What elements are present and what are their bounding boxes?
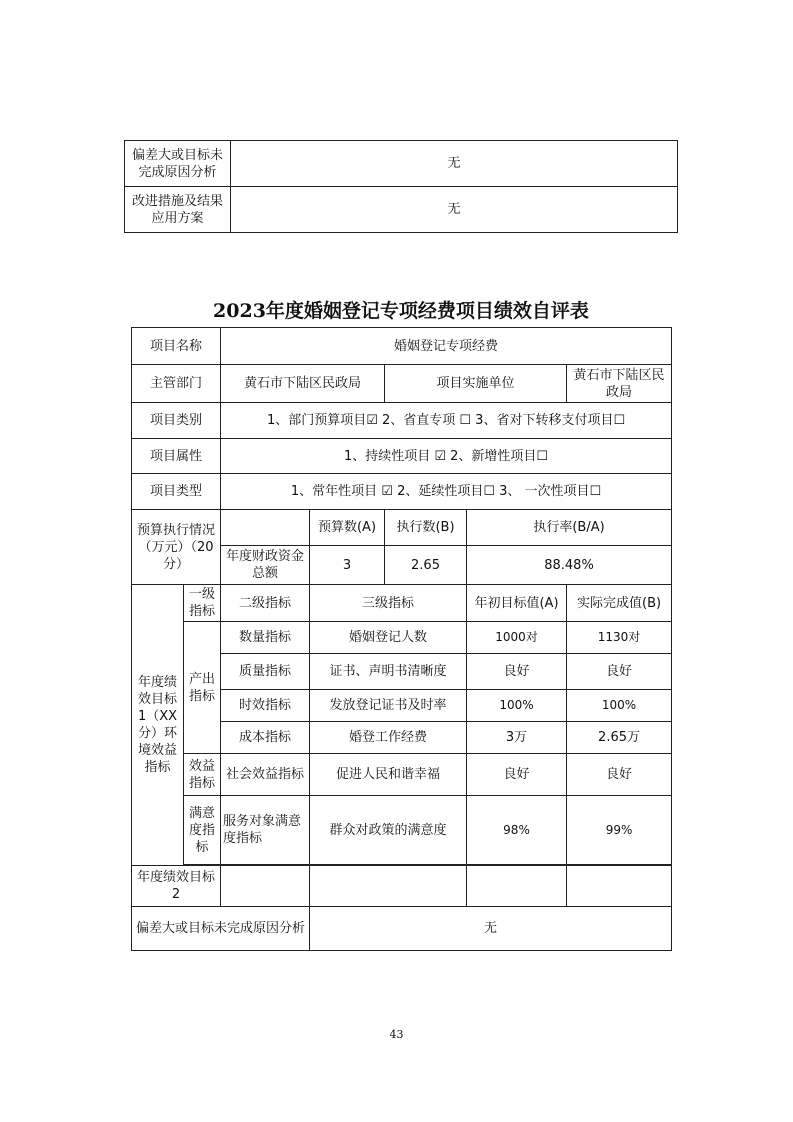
deviation-label: 偏差大或目标未完成原因分析: [125, 141, 231, 187]
exec-col-header: 执行数(B): [385, 510, 467, 546]
budget-value: 3: [310, 546, 385, 585]
budget-empty-cell: [221, 510, 310, 546]
table-row-level3: 婚登工作经费: [310, 722, 467, 754]
goal2-empty-cell: [467, 866, 567, 907]
table-row-level2: 数量指标: [221, 622, 310, 654]
bottom-deviation-label: 偏差大或目标未完成原因分析: [132, 907, 310, 951]
table-row-level2: 服务对象满意度指标: [221, 796, 310, 865]
table-row-target: 3万: [467, 722, 567, 754]
attribute-value: 1、持续性项目 ☑ 2、新增性项目☐: [221, 439, 672, 474]
bottom-deviation-value: 无: [310, 907, 672, 951]
satisfaction-indicator-label: 满意度指标: [184, 796, 221, 865]
project-name-value: 婚姻登记专项经费: [221, 328, 672, 365]
target-header: 年初目标值(A): [467, 585, 567, 622]
actual-header: 实际完成值(B): [567, 585, 672, 622]
category-label: 项目类别: [132, 403, 221, 439]
rate-col-header: 执行率(B/A): [467, 510, 672, 546]
table-row-target: 100%: [467, 690, 567, 722]
budget-label: 预算执行情况（万元）（20分）: [132, 510, 221, 585]
table-row-level2: 质量指标: [221, 654, 310, 690]
goal2-label: 年度绩效目标2: [132, 866, 221, 907]
implementing-unit-label: 项目实施单位: [385, 365, 567, 403]
improvement-label: 改进措施及结果应用方案: [125, 187, 231, 233]
goal1-label: 年度绩效目标1（XX分）环境效益指标: [132, 585, 184, 866]
table-row-target: 良好: [467, 654, 567, 690]
table-row-actual: 1130对: [567, 622, 672, 654]
table-row-target: 1000对: [467, 622, 567, 654]
page-title: 2023年度婚姻登记专项经费项目绩效自评表: [213, 300, 589, 322]
category-value: 1、部门预算项目☑ 2、省直专项 ☐ 3、省对下转移支付项目☐: [221, 403, 672, 439]
table-row-actual: 2.65万: [567, 722, 672, 754]
attribute-label: 项目属性: [132, 439, 221, 474]
type-value: 1、常年性项目 ☑ 2、延续性项目☐ 3、 一次性项目☐: [221, 474, 672, 510]
table-row-target: 98%: [467, 796, 567, 865]
table-row-actual: 良好: [567, 654, 672, 690]
page-number: 43: [389, 1028, 404, 1041]
self-evaluation-table: [131, 327, 672, 951]
table-row-level3: 婚姻登记人数: [310, 622, 467, 654]
fiscal-total-label: 年度财政资金总额: [221, 546, 310, 585]
table-row-actual: 良好: [567, 754, 672, 796]
table-row-level2: 社会效益指标: [221, 754, 310, 796]
department-label: 主管部门: [132, 365, 221, 403]
goal2-empty-cell: [310, 866, 467, 907]
type-label: 项目类型: [132, 474, 221, 510]
level1-header: 一级指标: [184, 585, 221, 622]
table-row-target: 良好: [467, 754, 567, 796]
project-name-label: 项目名称: [132, 328, 221, 365]
table-row-level2: 成本指标: [221, 722, 310, 754]
exec-value: 2.65: [385, 546, 467, 585]
goal2-empty-cell: [567, 866, 672, 907]
rate-value: 88.48%: [467, 546, 672, 585]
table-row-actual: 99%: [567, 796, 672, 865]
benefit-indicator-label: 效益指标: [184, 754, 221, 796]
budget-col-header: 预算数(A): [310, 510, 385, 546]
department-value: 黄石市下陆区民政局: [221, 365, 385, 403]
table-row-level2: 时效指标: [221, 690, 310, 722]
implementing-unit-value: 黄石市下陆区民政局: [567, 365, 672, 403]
level3-header: 三级指标: [310, 585, 467, 622]
goal2-empty-cell: [221, 866, 310, 907]
output-indicator-label: 产出指标: [184, 622, 221, 754]
level2-header: 二级指标: [221, 585, 310, 622]
table-row-level3: 发放登记证书及时率: [310, 690, 467, 722]
table-row-level3: 群众对政策的满意度: [310, 796, 467, 865]
table-row-level3: 证书、声明书清晰度: [310, 654, 467, 690]
top-table: [124, 140, 678, 233]
deviation-value: 无: [231, 141, 678, 187]
table-row-actual: 100%: [567, 690, 672, 722]
table-row-level3: 促进人民和谐幸福: [310, 754, 467, 796]
improvement-value: 无: [231, 187, 678, 233]
